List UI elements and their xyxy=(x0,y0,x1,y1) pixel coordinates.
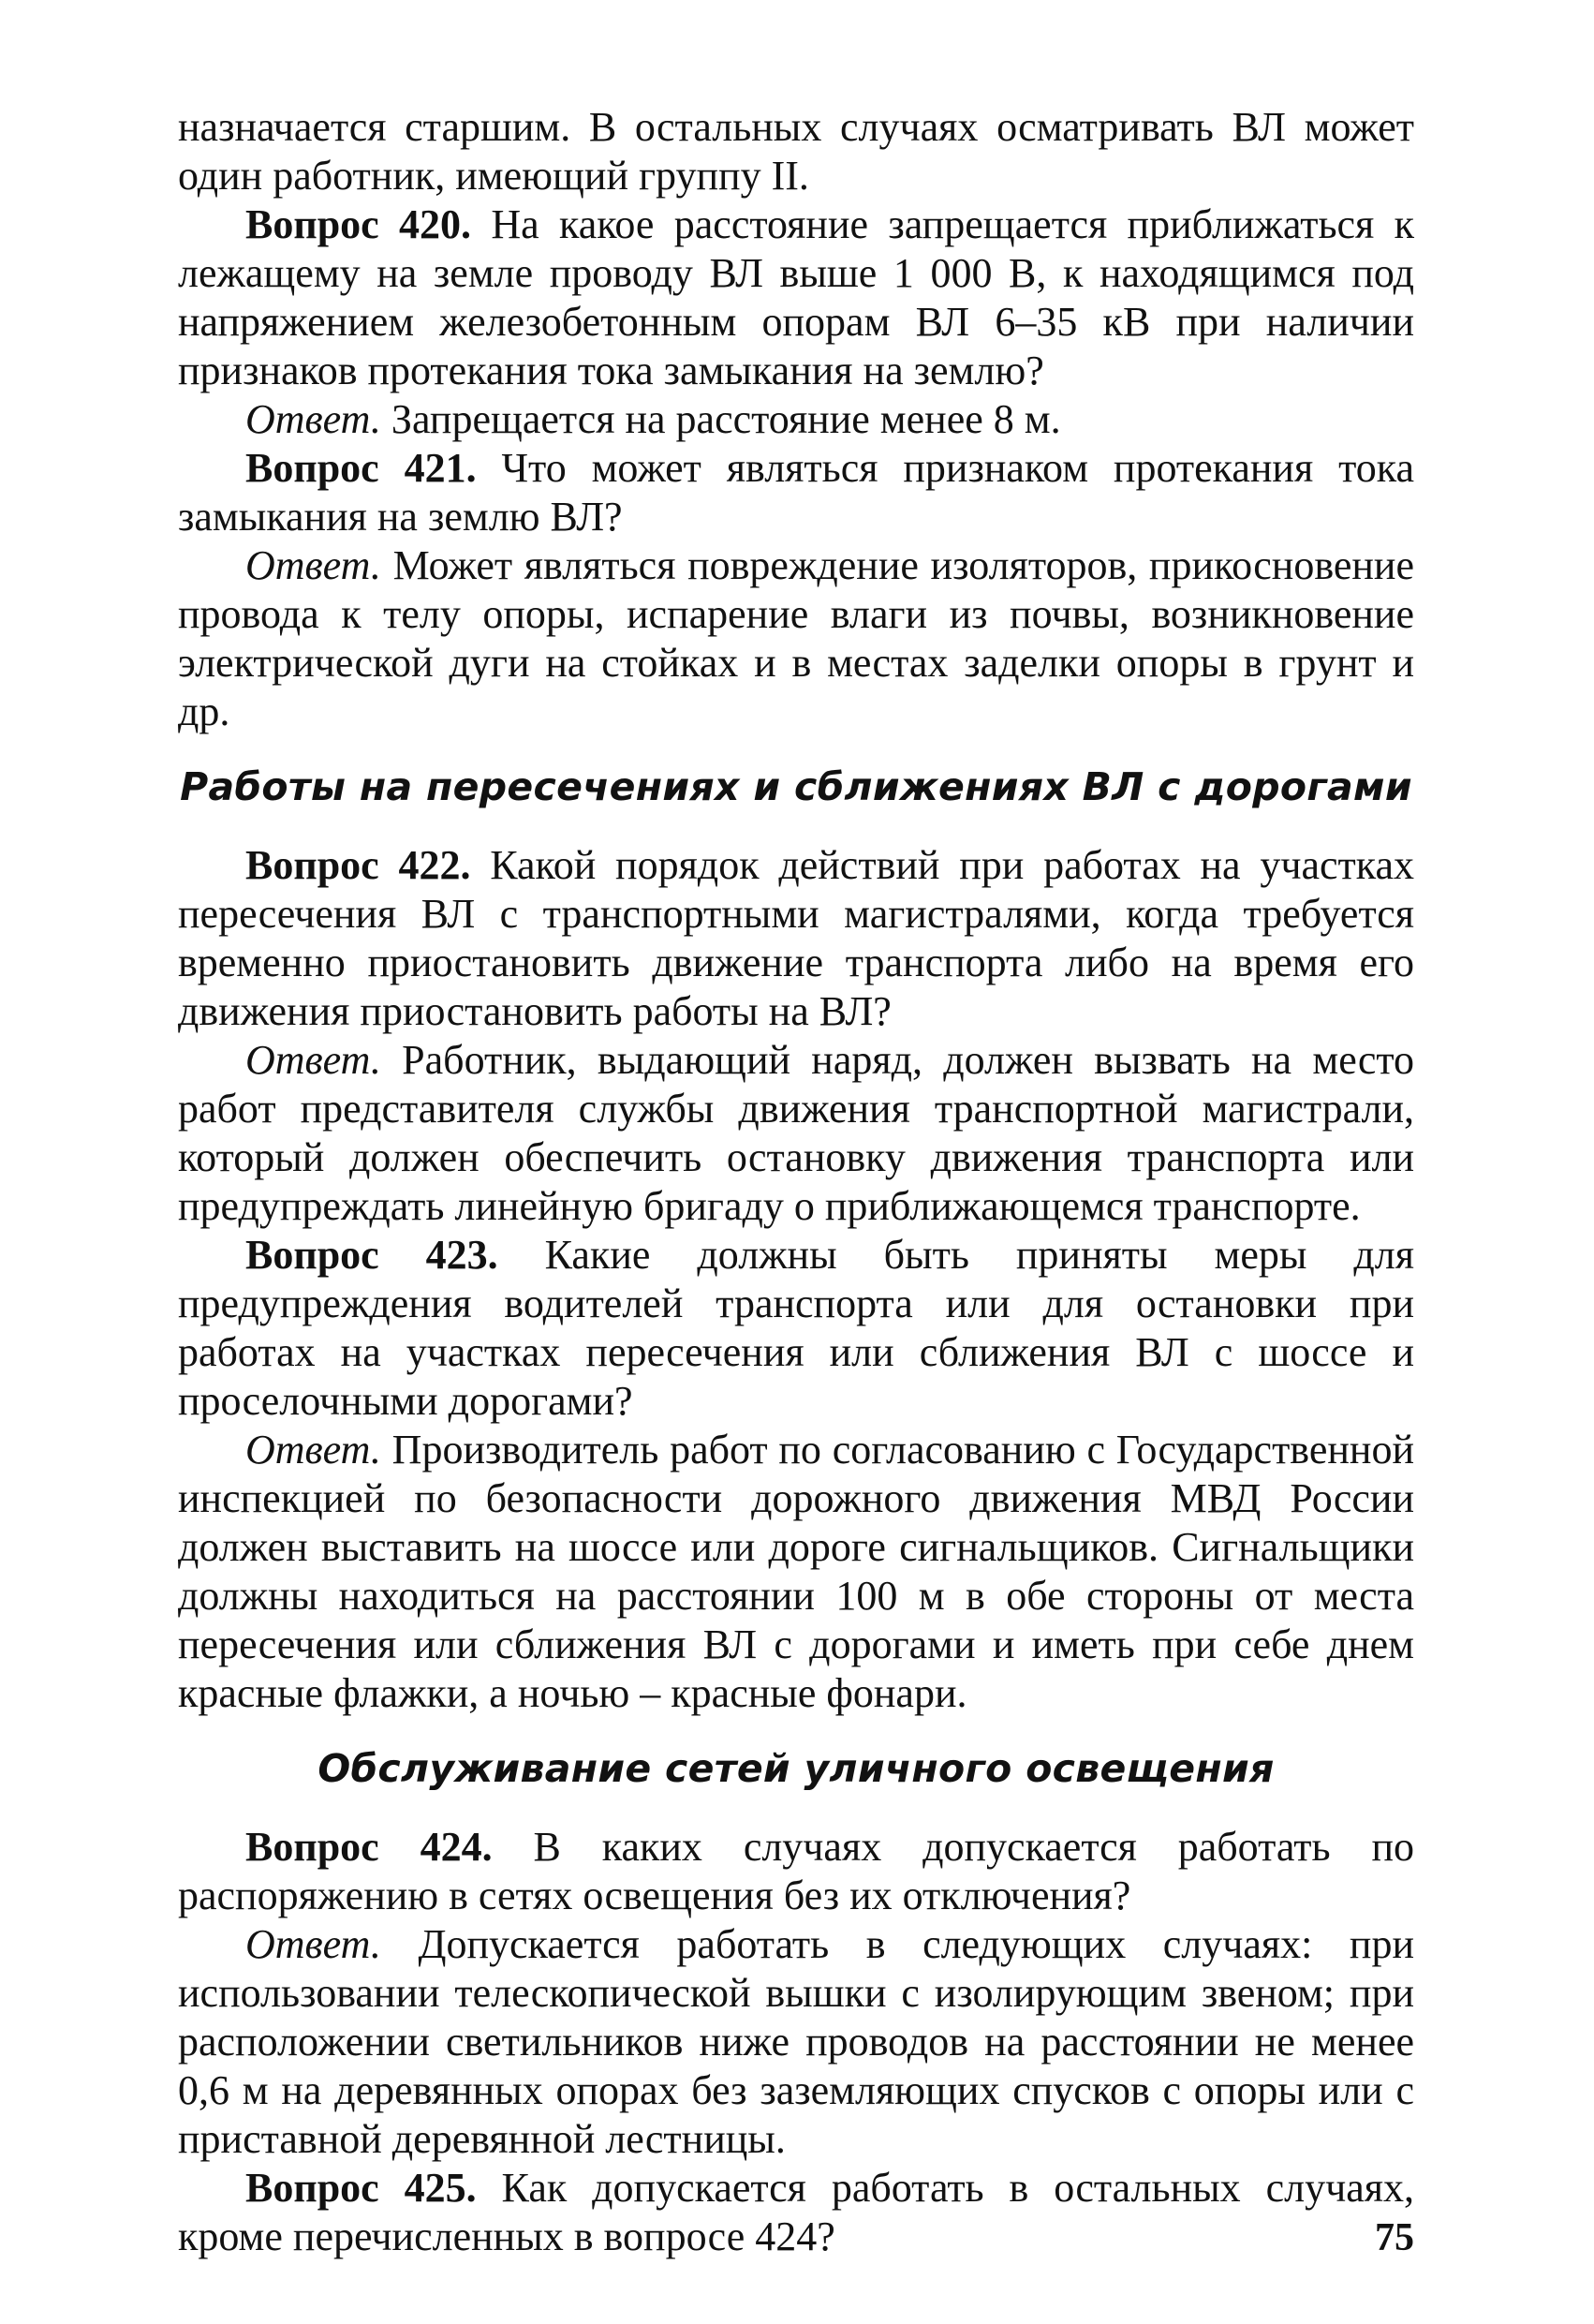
answer-label: Ответ. xyxy=(245,396,381,442)
answer-label: Ответ. xyxy=(245,542,381,588)
answer-424 xyxy=(178,1920,1414,2164)
answer-422 xyxy=(178,1036,1414,1231)
question-423 xyxy=(178,1231,1414,1426)
question-text: На какое расстояние запрещается приближаться к лежащему на земле проводу ВЛ выше 1 000 В, к находящимся под напряжением железобетонным опорам ВЛ 6–35 кВ при наличии признаков протекания тока замыкания на землю? xyxy=(178,201,1414,393)
answer-label: Ответ. xyxy=(245,1921,381,1967)
answer-421 xyxy=(178,541,1414,736)
answer-420 xyxy=(178,395,1414,444)
answer-text: Допускается работать в следующих случаях: при использовании телескопической вышки с изолирующим звеном; при расположении светильников ниже проводов на расстоянии не менее 0,6 м на деревянных опорах без заземляющих спусков с опоры или с приставной деревянной лестницы. xyxy=(178,1921,1414,2162)
question-425 xyxy=(178,2164,1414,2261)
answer-label: Ответ. xyxy=(245,1427,381,1473)
answer-text: Производитель работ по согласованию с Государственной инспекцией по безопасности дорожного движения МВД России должен выставить на шоссе или дороге сигнальщиков. Сигнальщики должны находиться на расстоянии 100 м в обе стороны от места пересечения или сближения ВЛ с дорогами и иметь при себе днем красные флажки, а ночью – красные фонари. xyxy=(178,1427,1414,1716)
question-422 xyxy=(178,841,1414,1036)
question-text: В каких случаях допускается работать по распоряжению в сетях освещения без их отключения? xyxy=(178,1824,1415,1918)
answer-text: Запрещается на расстояние менее 8 м. xyxy=(380,396,1061,442)
question-label: Вопрос 424. xyxy=(245,1824,493,1870)
answer-text: Может являться повреждение изоляторов, прикосновение провода к телу опоры, испарение влаги из почвы, возникновение электрической дуги на стойках и в местах заделки опоры в грунт и др. xyxy=(178,542,1414,734)
intro-paragraph: назначается старшим. В остальных случаях осматривать ВЛ может один работник, имеющий группу II. xyxy=(178,104,1414,199)
question-label: Вопрос 423. xyxy=(245,1232,498,1278)
question-label: Вопрос 420. xyxy=(245,201,472,247)
question-text: Как допускается работать в остальных случаях, кроме перечисленных в вопросе 424? xyxy=(178,2165,1414,2259)
page-number: 75 xyxy=(1375,2216,1414,2259)
question-label: Вопрос 422. xyxy=(245,842,471,888)
question-text: Какие должны быть приняты меры для предупреждения водителей транспорта или для остановки при работах на участках пересечения или сближения ВЛ с шоссе и проселочными дорогами? xyxy=(178,1232,1414,1424)
question-text: Что может являться признаком протекания тока замыкания на землю ВЛ? xyxy=(178,445,1414,540)
answer-text: Работник, выдающий наряд, должен вызвать на место работ представителя службы движения транспортной магистрали, который должен обеспечить остановку движения транспорта или предупреждать линейную бригаду о приближающемся транспорте. xyxy=(178,1037,1414,1229)
question-label: Вопрос 425. xyxy=(245,2165,477,2211)
question-424 xyxy=(178,1823,1414,1920)
section-heading-roads: Работы на пересечениях и сближениях ВЛ с дорогами xyxy=(180,764,1412,809)
question-label: Вопрос 421. xyxy=(245,445,477,491)
answer-423 xyxy=(178,1426,1414,1718)
question-421 xyxy=(178,444,1414,541)
question-420 xyxy=(178,200,1414,395)
question-text: Какой порядок действий при работах на участках пересечения ВЛ с транспортными магистралями, когда требуется временно приостановить движение транспорта либо на время его движения приостановить работы на ВЛ? xyxy=(178,842,1414,1034)
answer-label: Ответ. xyxy=(245,1037,381,1083)
section-heading-street-lighting: Обслуживание сетей уличного освещения xyxy=(317,1746,1275,1791)
